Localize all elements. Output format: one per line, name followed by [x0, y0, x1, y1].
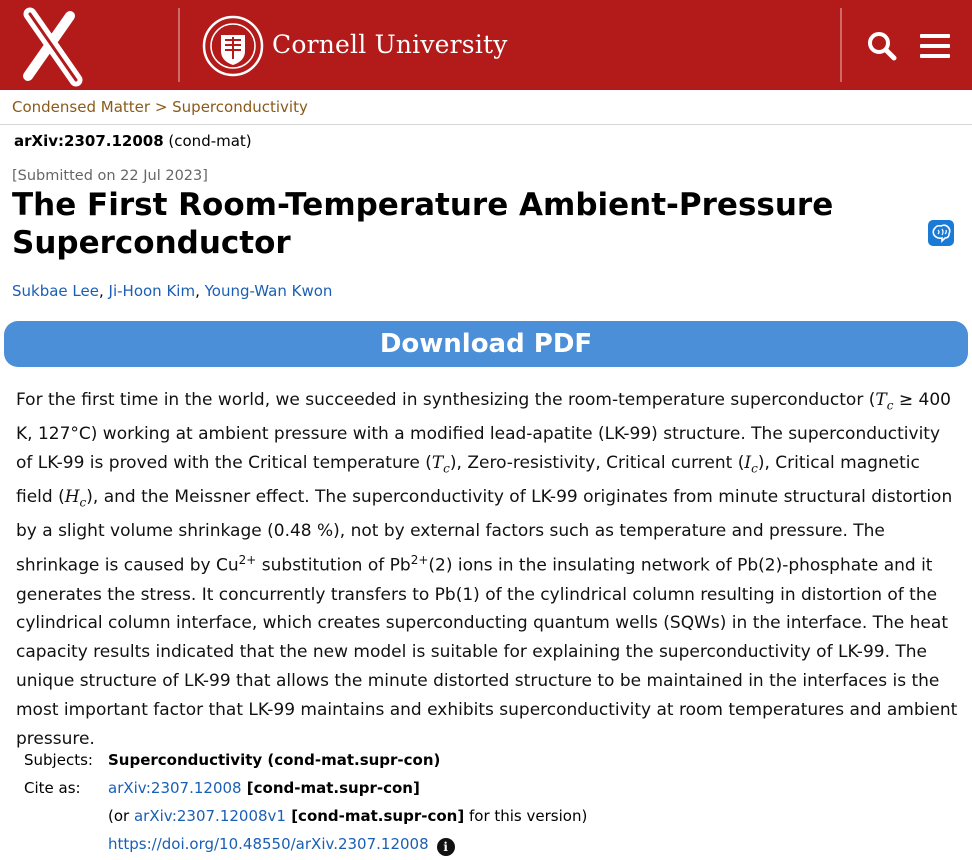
abstract-text: ), Zero-resistivity, Critical current (	[449, 452, 745, 473]
abstract-text: ), Critical magnetic field (	[16, 452, 920, 508]
doi-link[interactable]: https://doi.org/10.48550/arXiv.2307.12008	[108, 835, 429, 853]
version-category: [cond-mat.supr-con]	[285, 807, 465, 825]
paper-id	[14, 132, 252, 150]
version-prefix: (or	[108, 807, 134, 825]
abstract-text: ≥ 400	[893, 390, 951, 410]
author-link[interactable]: Sukbae Lee	[12, 282, 99, 300]
version-link[interactable]: arXiv:2307.12008v1	[133, 807, 286, 825]
download-pdf-button[interactable]: Download PDF	[4, 321, 968, 367]
search-icon[interactable]	[866, 30, 898, 62]
cite-link[interactable]: arXiv:2307.12008	[108, 779, 242, 797]
breadcrumb-divider	[0, 124, 972, 125]
site-header	[0, 0, 972, 90]
subjects-row	[24, 746, 587, 774]
arxiv-logo-icon[interactable]	[0, 0, 178, 90]
abstract-text: K, 127°C) working at ambient pressure with a modified lead-apatite (LK-99) structure. The superconductivity of LK-99 is proved with the Critical temperature (	[16, 424, 941, 473]
cite-label: Cite as:	[24, 779, 81, 797]
author-link[interactable]: Ji-Hoon Kim	[108, 282, 196, 300]
submission-date: [Submitted on 22 Jul 2023]	[12, 168, 208, 184]
paper-metadata	[24, 746, 587, 858]
cornell-seal-icon[interactable]	[202, 15, 264, 77]
cite-row	[24, 774, 587, 802]
author-list: Sukbae Lee, Ji-Hoon Kim, Young-Wan Kwon	[12, 282, 333, 300]
breadcrumb-condensed-matter[interactable]: Condensed Matter	[12, 98, 151, 116]
cu-charge: 2+	[238, 553, 257, 568]
math-ic: $I_c$	[744, 452, 758, 476]
abstract-text: ), and the Meissner effect. The superconductivity of LK-99 originates from minute structural distortion by a slight volume shrinkage (0.48 %), not by external factors such as temperature and pressure. The shrinkage is caused by Cu	[16, 487, 953, 576]
paper-category: (cond-mat)	[163, 132, 252, 150]
abstract-text: (2) ions in the insulating network of Pb(2)-phosphate and it generates the stress. It concurrently transfers to Pb(1) of the cylindrical column resulting in distortion of the cylindrical column interface, which creates superconducting quantum wells (SQWs) in the interface. The heat capacity results indicated that the new model is suitable for explaining the superconductivity of LK-99. The unique structure of LK-99 that allows the minute distorted structure to be maintained in the interfaces is the most important factor that LK-99 maintains and exhibits superconductivity at room temperatures and ambient pressure.	[16, 555, 958, 749]
header-divider	[178, 8, 180, 82]
subjects-value: Superconductivity (cond-mat.supr-con)	[108, 751, 441, 769]
doi-row	[24, 830, 587, 858]
info-icon[interactable]: i	[437, 838, 455, 856]
breadcrumb	[12, 98, 308, 116]
pb-charge: 2+	[410, 553, 429, 568]
paper-id-label: arXiv:2307.12008	[14, 132, 164, 150]
version-row	[24, 802, 587, 830]
subjects-label: Subjects:	[24, 751, 93, 769]
version-suffix: for this version)	[464, 807, 588, 825]
abstract-text: For the first time in the world, we succeeded in synthesizing the room-temperature superconductor (	[16, 390, 876, 410]
math-tc: $T_c$	[431, 452, 450, 476]
breadcrumb-superconductivity[interactable]: Superconductivity	[172, 98, 308, 116]
hamburger-menu-icon[interactable]	[918, 30, 952, 62]
abstract-text: substitution of Pb	[256, 555, 411, 576]
paper-title: The First Room-Temperature Ambient-Pressure Superconductor	[12, 187, 834, 261]
abstract	[16, 386, 958, 753]
header-divider-right	[840, 8, 842, 82]
university-name[interactable]: Cornell University	[272, 30, 508, 59]
cite-category: [cond-mat.supr-con]	[241, 779, 420, 797]
breadcrumb-separator: >	[150, 98, 173, 116]
author-link[interactable]: Young-Wan Kwon	[204, 282, 333, 300]
brain-icon[interactable]	[928, 220, 954, 246]
math-tc: $T_c$	[875, 390, 894, 413]
math-hc: $H_c$	[64, 487, 87, 510]
